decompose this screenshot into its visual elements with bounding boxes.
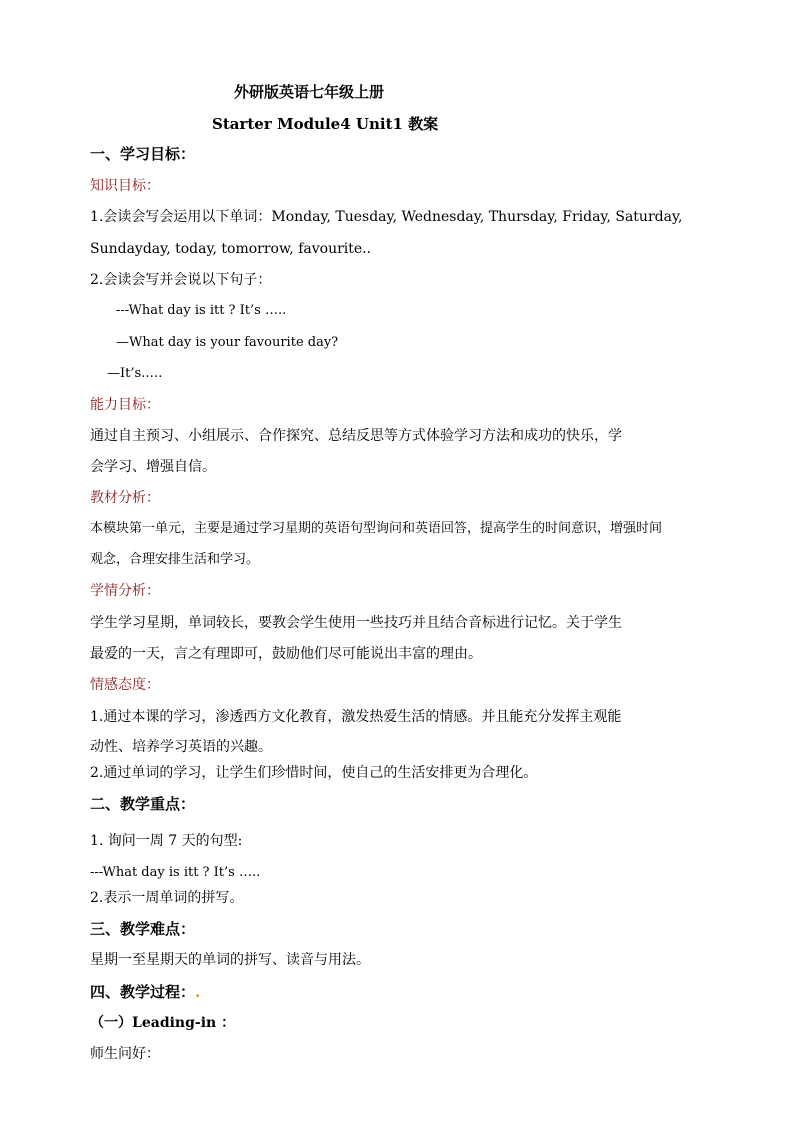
key-points-line-2: ---What day is itt ? It’s ….. — [90, 865, 261, 880]
knowledge-line-1: 1.会读会写会运用以下单词：Monday, Tuesday, Wednesday, Thursday, Friday, Saturday, — [90, 209, 683, 225]
material-label: 教材分析： — [90, 490, 160, 506]
material-line-1: 本模块第一单元，主要是通过学习星期的英语句型询问和英语回答，提高学生的时间意识，增强时间 — [90, 521, 663, 536]
dialog-line-1: ---What day is itt ? It’s ….. — [116, 303, 287, 318]
emotion-label: 情感态度： — [90, 677, 160, 693]
emotion-line-3: 2.通过单词的学习，让学生们珍惜时间，使自己的生活安排更为合理化。 — [90, 765, 538, 781]
section-heading-process — [90, 983, 200, 1001]
knowledge-line-2: Sundayday, today, tomorrow, favourite.. — [90, 241, 372, 257]
section-heading-objectives: 一、学习目标： — [90, 145, 196, 163]
dialog-line-3: —It’s.…. — [107, 366, 163, 381]
key-points-line-3: 2.表示一周单词的拼写。 — [90, 890, 244, 906]
emotion-line-1: 1.通过本课的学习，渗透西方文化教育，激发热爱生活的情感。并且能充分发挥主观能 — [90, 709, 622, 725]
document-subtitle: Starter Module4 Unit1 教案 — [212, 115, 439, 133]
document-title: 外研版英语七年级上册 — [234, 83, 385, 101]
students-label: 学情分析： — [90, 583, 160, 599]
key-points-line-1: 1. 询问一周 7 天的句型: — [90, 833, 243, 849]
difficulties-line-1: 星期一至星期天的单词的拼写、读音与用法。 — [90, 952, 370, 968]
ability-label: 能力目标： — [90, 397, 160, 413]
students-line-2: 最爱的一天，言之有理即可，鼓励他们尽可能说出丰富的理由。 — [90, 646, 482, 662]
material-line-2: 观念，合理安排生活和学习。 — [90, 552, 260, 567]
ability-line-2: 会学习、增强自信。 — [90, 459, 216, 475]
section-heading-difficulties: 三、教学难点： — [90, 920, 196, 938]
process-step-1: （一）Leading-in ： — [90, 1015, 236, 1031]
section-heading-key-points: 二、教学重点： — [90, 795, 196, 813]
process-step-1-line: 师生问好： — [90, 1046, 160, 1062]
students-line-1: 学生学习星期，单词较长，要教会学生使用一些技巧并且结合音标进行记忆。关于学生 — [90, 615, 622, 631]
knowledge-line-3: 2.会读会写并会说以下句子： — [90, 272, 272, 288]
process-heading-text: 四、教学过程： — [90, 983, 196, 1001]
knowledge-label: 知识目标： — [90, 178, 160, 194]
dialog-line-2: —What day is your favourite day? — [116, 335, 339, 350]
emotion-line-2: 动性、培养学习英语的兴趣。 — [90, 739, 272, 755]
process-heading-dot: . — [195, 983, 201, 1001]
ability-line-1: 通过自主预习、小组展示、合作探究、总结反思等方式体验学习方法和成功的快乐，学 — [90, 428, 622, 444]
